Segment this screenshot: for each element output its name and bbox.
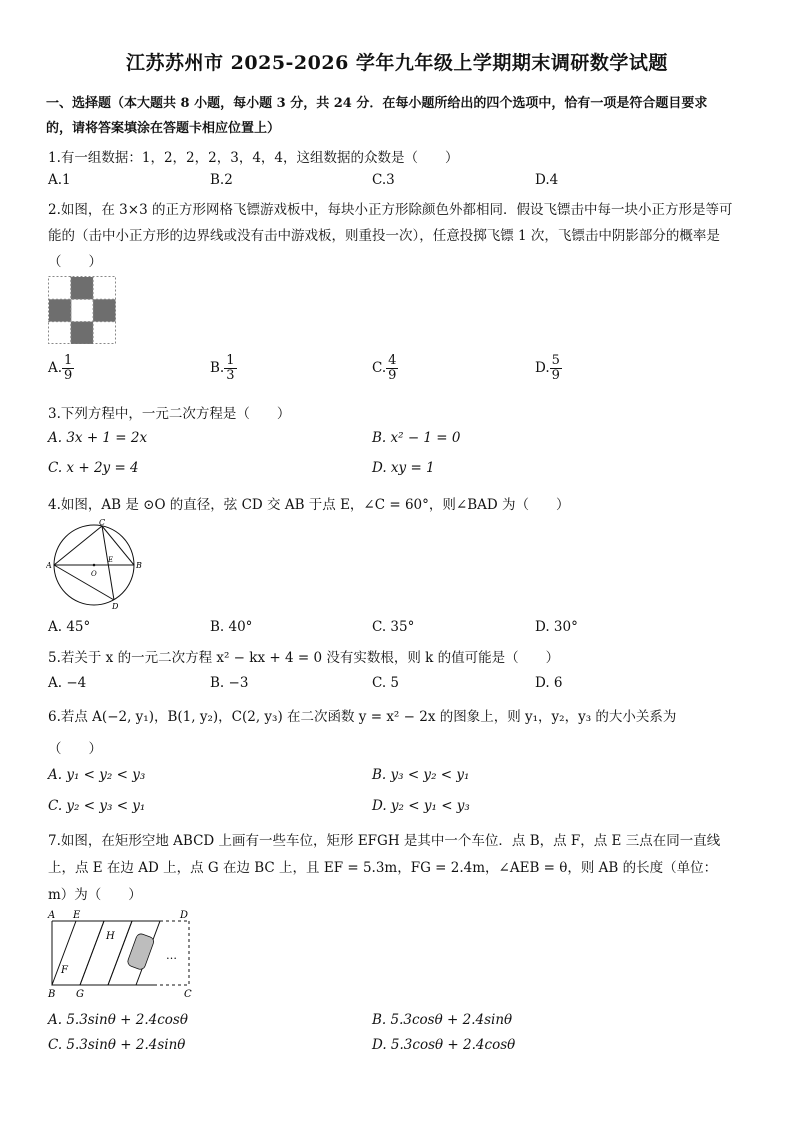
q1-option-c[interactable]: C.3 (372, 172, 395, 188)
q4-option-b[interactable]: B. 40° (210, 619, 253, 635)
q4-option-c[interactable]: C. 35° (372, 619, 415, 635)
page-title: 江苏苏州市 2025-2026 学年九年级上学期期末调研数学试题 (126, 52, 668, 74)
question-7-stem-line3: m）为（ ） (48, 887, 142, 903)
q4-option-d[interactable]: D. 30° (535, 619, 578, 635)
label-b: B (136, 561, 142, 570)
q3-option-c[interactable]: C. x + 2y = 4 (48, 460, 139, 476)
q1-option-d[interactable]: D.4 (535, 172, 559, 188)
q6-option-b[interactable]: B. y₃ < y₂ < y₁ (372, 767, 470, 783)
label-o: O (91, 570, 97, 578)
q2-option-a[interactable]: A. $\frac{1}{9}$ (48, 353, 73, 383)
q6-option-a[interactable]: A. y₁ < y₂ < y₃ (48, 767, 146, 783)
q6-option-c[interactable]: C. y₂ < y₃ < y₁ (48, 798, 146, 814)
question-1-stem: 1.有一组数据：1，2，2，2，3，4，4，这组数据的众数是（ ） (48, 150, 459, 166)
label-c: C (99, 518, 106, 527)
question-5-stem: 5.若关于 x 的一元二次方程 x² − kx + 4 = 0 没有实数根，则 k 的值可能是（ ） (48, 650, 560, 666)
question-4-stem: 4.如图，AB 是 ⊙O 的直径，弦 CD 交 AB 于点 E，∠C = 60°，则∠BAD 为（ ） (48, 497, 570, 513)
question-3-stem: 3.下列方程中，一元二次方程是（ ） (48, 406, 291, 422)
q7-option-c[interactable]: C. 5.3sinθ + 2.4sinθ (48, 1037, 186, 1053)
q7-option-d[interactable]: D. 5.3cosθ + 2.4cosθ (372, 1037, 516, 1053)
ellipsis-label: … (166, 949, 177, 962)
q7-option-b[interactable]: B. 5.3cosθ + 2.4sinθ (372, 1012, 513, 1028)
question-7-stem-line2: 上，点 E 在边 AD 上，点 G 在边 BC 上，且 EF = 5.3m，FG = 2.4m，∠AEB = θ，则 AB 的长度（单位： (48, 860, 718, 876)
question-2-stem-line3: （ ） (48, 254, 102, 270)
q7-option-a[interactable]: A. 5.3sinθ + 2.4cosθ (48, 1012, 188, 1028)
circle-geometry-figure (46, 518, 146, 610)
q4-option-a[interactable]: A. 45° (48, 619, 91, 635)
label-e: E (108, 556, 114, 564)
question-6-stem-line1: 6.若点 A(−2, y₁)，B(1, y₂)，C(2, y₃) 在二次函数 y = x² − 2x 的图象上，则 y₁，y₂，y₃ 的大小关系为 (48, 709, 677, 725)
q6-option-d[interactable]: D. y₂ < y₁ < y₃ (372, 798, 470, 814)
label-a: A (48, 910, 56, 921)
label-f: F (61, 965, 68, 976)
q5-option-b[interactable]: B. −3 (210, 675, 249, 691)
q5-option-d[interactable]: D. 6 (535, 675, 563, 691)
question-2-stem-line1: 2.如图，在 3×3 的正方形网格飞镖游戏板中，每块小正方形除颜色外都相同．假设飞镖击中每一块小正方形是等可 (48, 202, 733, 218)
label-c: C (184, 989, 192, 1000)
label-d: D (112, 602, 119, 610)
label-h: H (106, 931, 115, 942)
label-e: E (73, 910, 81, 921)
q2-option-b[interactable]: B. $\frac{1}{3}$ (210, 353, 235, 383)
q5-option-a[interactable]: A. −4 (48, 675, 87, 691)
q3-option-b[interactable]: B. x² − 1 = 0 (372, 430, 461, 446)
dartboard-grid-figure (48, 276, 118, 346)
label-a: A (46, 561, 52, 570)
q5-option-c[interactable]: C. 5 (372, 675, 400, 691)
q3-option-a[interactable]: A. 3x + 1 = 2x (48, 430, 148, 446)
q3-option-d[interactable]: D. xy = 1 (372, 460, 435, 476)
section-instructions-line1: 一、选择题（本大题共 8 小题，每小题 3 分，共 24 分．在每小题所给出的四个选项中，恰有一项是符合题目要求 (46, 96, 708, 111)
label-g: G (76, 989, 84, 1000)
label-b: B (48, 989, 56, 1000)
question-7-stem-line1: 7.如图，在矩形空地 ABCD 上画有一些车位，矩形 EFGH 是其中一个车位．点 B，点 F，点 E 三点在同一直线 (48, 833, 721, 849)
question-6-stem-line2: （ ） (48, 741, 102, 757)
section-instructions-line2: 的，请将答案填涂在答题卡相应位置上） (46, 121, 281, 136)
q1-option-a[interactable]: A.1 (48, 172, 71, 188)
q2-option-d[interactable]: D. $\frac{5}{9}$ (535, 353, 560, 383)
question-2-stem-line2: 能的（击中小正方形的边界线或没有击中游戏板，则重投一次），任意投掷飞镖 1 次，飞镖击中阴影部分的概率是 (48, 228, 720, 244)
q2-option-c[interactable]: C. $\frac{4}{9}$ (372, 353, 397, 383)
parking-lot-figure (44, 907, 204, 1002)
q1-option-b[interactable]: B.2 (210, 172, 233, 188)
label-d: D (180, 910, 189, 921)
